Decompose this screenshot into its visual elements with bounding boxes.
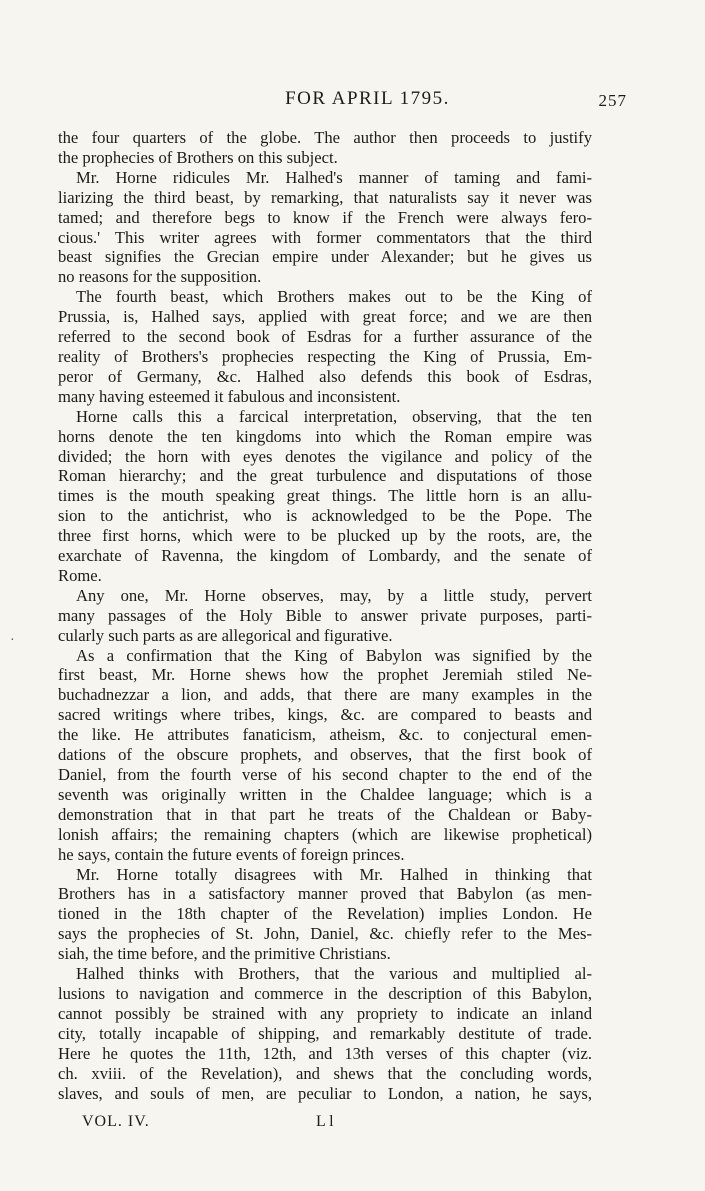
text-line: dations of the obscure prophets, and observes, that the first book of <box>58 745 592 765</box>
volume-number: VOL. IV. <box>82 1113 150 1130</box>
text-line: times is the mouth speaking great things. The little horn is an allu- <box>58 486 592 506</box>
signature-mark: L l <box>316 1113 334 1130</box>
text-line: As a confirmation that the King of Babylon was signified by the <box>76 645 592 665</box>
text-line: Prussia, is, Halhed says, applied with great force; and we are then <box>58 307 592 327</box>
text-line: Rome. <box>58 565 102 585</box>
text-line: buchadnezzar a lion, and adds, that there are many examples in the <box>58 685 592 705</box>
page-footer <box>82 1113 462 1135</box>
text-line: says the prophecies of St. John, Daniel, &c. chiefly refer to the Mes- <box>58 924 592 944</box>
body-text <box>58 128 592 1103</box>
text-line: Halhed thinks with Brothers, that the various and multiplied al- <box>76 964 592 984</box>
text-line: referred to the second book of Esdras for a further assurance of the <box>58 327 592 347</box>
text-line: Mr. Horne totally disagrees with Mr. Halhed in thinking that <box>76 864 592 884</box>
text-line: Any one, Mr. Horne observes, may, by a little study, pervert <box>76 585 592 605</box>
text-line: Roman hierarchy; and the great turbulence and disputations of those <box>58 466 592 486</box>
text-line: lusions to navigation and commerce in the description of this Babylon, <box>58 983 592 1003</box>
text-line: Here he quotes the 11th, 12th, and 13th verses of this chapter (viz. <box>58 1043 592 1063</box>
text-line: the four quarters of the globe. The author then proceeds to justify <box>58 128 592 147</box>
text-line: liarizing the third beast, by remarking, that naturalists say it never was <box>58 187 592 207</box>
margin-dot: · <box>10 633 15 648</box>
text-line: exarchate of Ravenna, the kingdom of Lombardy, and the senate of <box>58 546 592 566</box>
text-line: cularly such parts as are allegorical and figurative. <box>58 625 393 645</box>
text-line: demonstration that in that part he treats of the Chaldean or Baby- <box>58 804 592 824</box>
text-line: siah, the time before, and the primitive Christians. <box>58 944 391 964</box>
running-head <box>60 88 627 116</box>
text-line: tioned in the 18th chapter of the Revelation) implies London. He <box>58 904 592 924</box>
running-title: FOR APRIL 1795. <box>285 88 450 109</box>
text-line: cious.' This writer agrees with former commentators that the third <box>58 227 592 247</box>
text-line: no reasons for the supposition. <box>58 267 262 287</box>
text-line: reality of Brothers's prophecies respecting the King of Prussia, Em- <box>58 346 592 366</box>
text-line: sacred writings where tribes, kings, &c. are compared to beasts and <box>58 705 592 725</box>
text-line: the prophecies of Brothers on this subject. <box>58 147 338 167</box>
text-line: slaves, and souls of men, are peculiar to London, a nation, he says, <box>58 1083 592 1103</box>
text-line: peror of Germany, &c. Halhed also defends this book of Esdras, <box>58 366 592 386</box>
text-line: ch. xviii. of the Revelation), and shews that the concluding words, <box>58 1063 592 1083</box>
text-line: cannot possibly be strained with any propriety to indicate an inland <box>58 1003 592 1023</box>
text-line: tamed; and therefore begs to know if the French were always fero- <box>58 207 592 227</box>
text-line: city, totally incapable of shipping, and remarkably destitute of trade. <box>58 1023 592 1043</box>
text-line: lonish affairs; the remaining chapters (which are likewise prophetical) <box>58 824 592 844</box>
text-line: beast signifies the Grecian empire under Alexander; but he gives us <box>58 247 592 267</box>
text-line: Brothers has in a satisfactory manner proved that Babylon (as men- <box>58 884 592 904</box>
text-line: seventh was originally written in the Chaldee language; which is a <box>58 784 592 804</box>
text-line: three first horns, which were to be plucked up by the roots, are, the <box>58 526 592 546</box>
text-line: sion to the antichrist, who is acknowledged to be the Pope. The <box>58 506 592 526</box>
text-line: divided; the horn with eyes denotes the vigilance and policy of the <box>58 446 592 466</box>
text-line: Horne calls this a farcical interpretation, observing, that the ten <box>76 406 592 426</box>
text-line: Daniel, from the fourth verse of his second chapter to the end of the <box>58 765 592 784</box>
text-line: the like. He attributes fanaticism, atheism, &c. to conjectural emen- <box>58 725 592 745</box>
text-line: he says, contain the future events of foreign princes. <box>58 844 405 864</box>
text-line: many having esteemed it fabulous and inconsistent. <box>58 386 401 406</box>
text-line: The fourth beast, which Brothers makes out to be the King of <box>76 287 592 307</box>
page-number: 257 <box>598 91 627 110</box>
text-line: first beast, Mr. Horne shews how the prophet Jeremiah stiled Ne- <box>58 665 592 685</box>
text-line: Mr. Horne ridicules Mr. Halhed's manner of taming and fami- <box>76 167 592 187</box>
text-line: horns denote the ten kingdoms into which the Roman empire was <box>58 426 592 446</box>
text-line: many passages of the Holy Bible to answer private purposes, parti- <box>58 605 592 625</box>
